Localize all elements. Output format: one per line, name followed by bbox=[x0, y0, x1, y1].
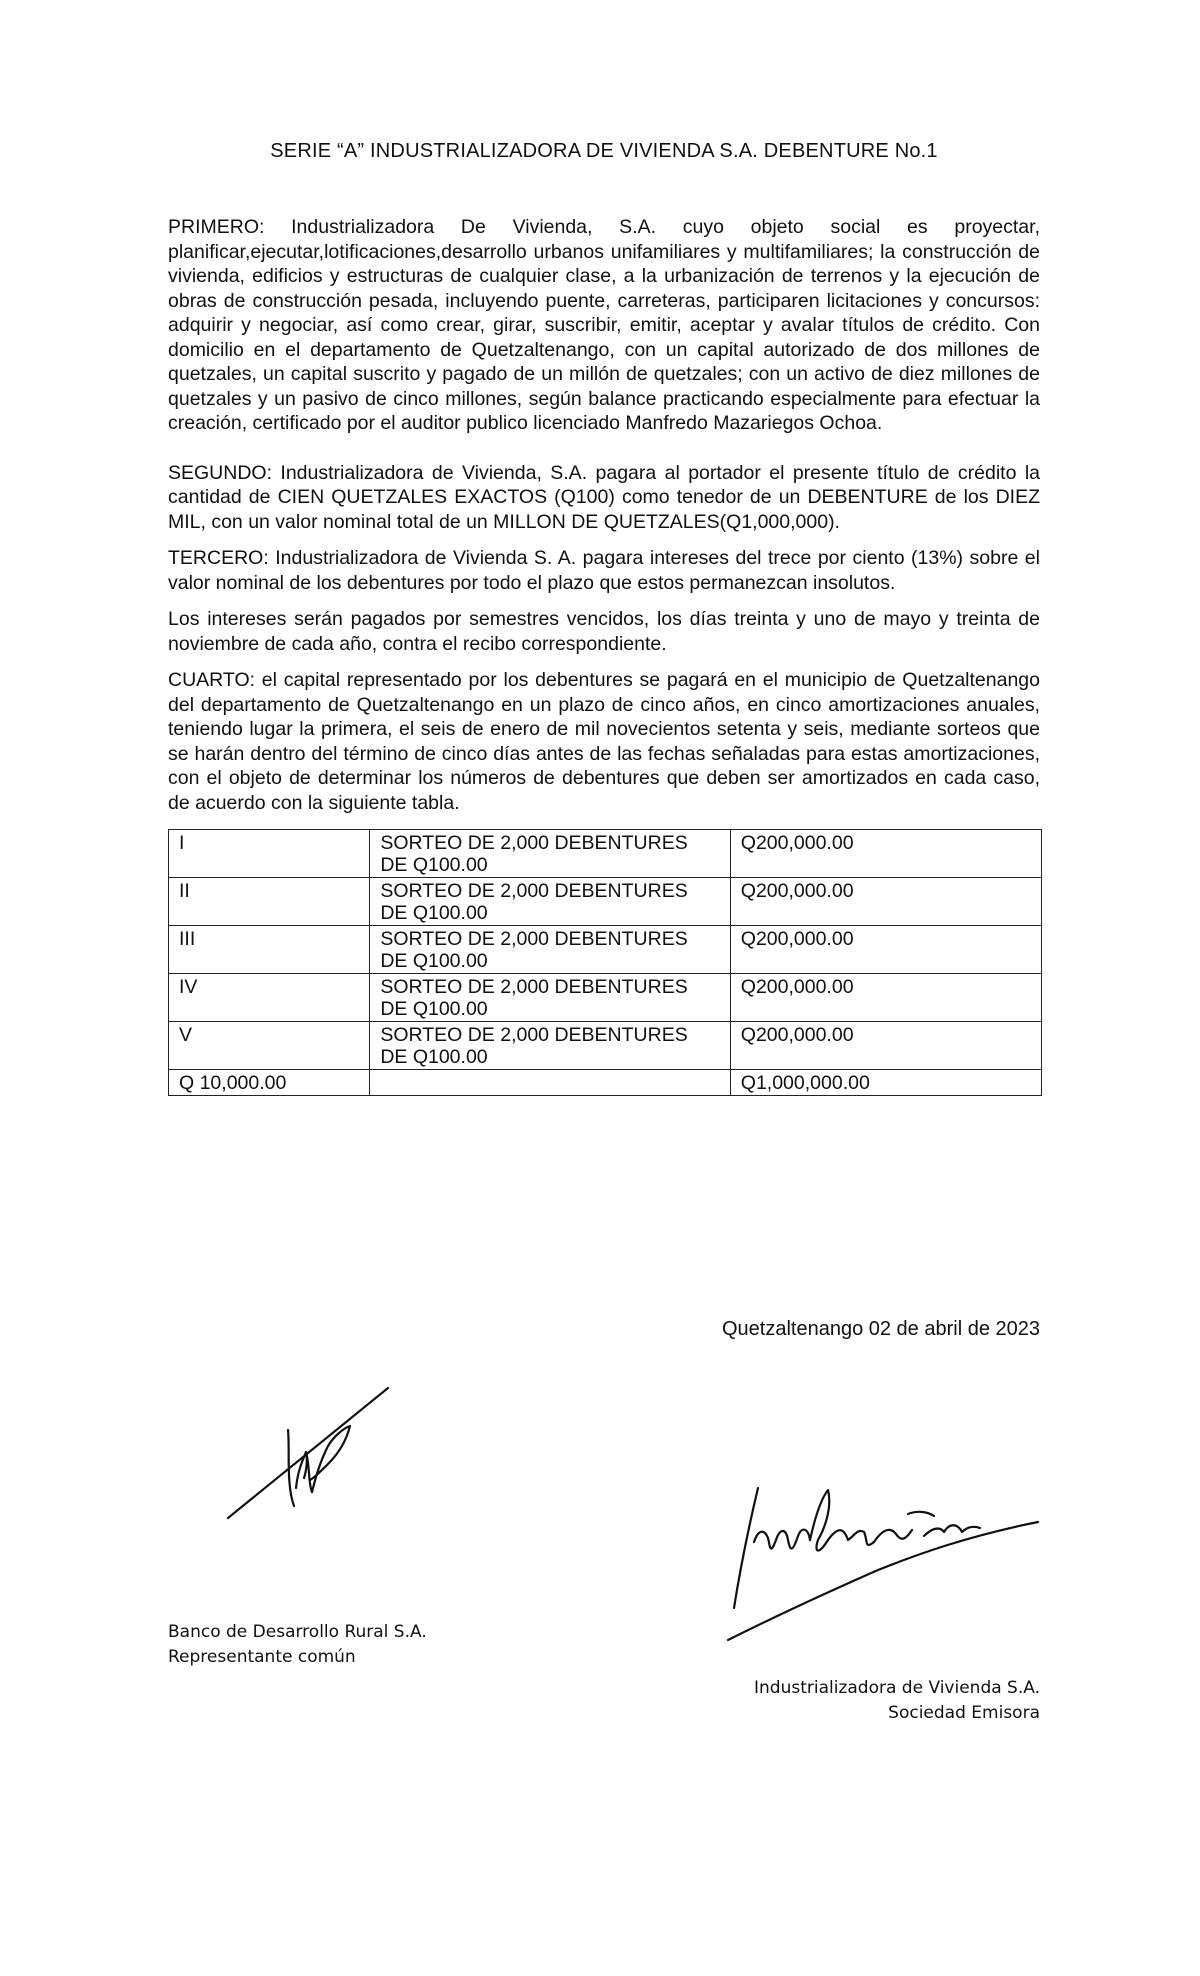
signer-right-caption bbox=[754, 1676, 1040, 1726]
row-number: IV bbox=[169, 974, 370, 1022]
table-total-row bbox=[169, 1070, 1042, 1096]
clause-tercero: TERCERO: Industrializadora de Vivienda S. A. pagara intereses del trece por ciento (13%) sobre el valor nominal de los debentures por todo el plazo que estos permanezcan insolutos. bbox=[168, 547, 1040, 594]
signature-left bbox=[210, 1380, 410, 1580]
document-page bbox=[168, 140, 1040, 1096]
document-title: SERIE “A” INDUSTRIALIZADORA DE VIVIENDA S.A. DEBENTURE No.1 bbox=[270, 140, 938, 162]
amortization-table bbox=[168, 829, 1042, 1096]
total-description bbox=[370, 1070, 730, 1096]
row-amount: Q200,000.00 bbox=[730, 830, 1041, 878]
signer-left-caption bbox=[168, 1620, 427, 1670]
signer-right-name: Industrializadora de Vivienda S.A. bbox=[754, 1678, 1040, 1698]
row-description: SORTEO DE 2,000 DEBENTURES DE Q100.00 bbox=[370, 830, 730, 878]
row-description: SORTEO DE 2,000 DEBENTURES DE Q100.00 bbox=[370, 974, 730, 1022]
row-number: I bbox=[169, 830, 370, 878]
table-row bbox=[169, 878, 1042, 926]
clause-primero: PRIMERO: Industrializadora De Vivienda, S.A. cuyo objeto social es proyectar, planificar,ejecutar,lotificaciones,desarrollo urbanos unifamiliares y multifamiliares; la construcción de vivienda, edificios y estructuras de cualquier clase, a la urbanización de terrenos y la ejecución de obras de construcción pesada, incluyendo puente, carreteras, participaren licitaciones y concursos: adquirir y negociar, así como crear, girar, suscribir, emitir, aceptar y avalar títulos de crédito. Con domicilio en el departamento de Quetzaltenango, con un capital autorizado de dos millones de quetzales, un capital suscrito y pagado de un millón de quetzales; con un activo de diez millones de quetzales y un pasivo de cinco millones, según balance practicando especialmente para efectuar la creación, certificado por el auditor publico licenciado Manfredo Mazariegos Ochoa. bbox=[168, 216, 1040, 434]
row-amount: Q200,000.00 bbox=[730, 878, 1041, 926]
row-amount: Q200,000.00 bbox=[730, 974, 1041, 1022]
table-row bbox=[169, 1022, 1042, 1070]
clause-intereses: Los intereses serán pagados por semestres vencidos, los días treinta y uno de mayo y treinta de noviembre de cada año, contra el recibo correspondiente. bbox=[168, 608, 1040, 655]
row-description: SORTEO DE 2,000 DEBENTURES DE Q100.00 bbox=[370, 878, 730, 926]
row-amount: Q200,000.00 bbox=[730, 1022, 1041, 1070]
table-row bbox=[169, 974, 1042, 1022]
total-count: Q 10,000.00 bbox=[169, 1070, 370, 1096]
row-number: II bbox=[169, 878, 370, 926]
table-row bbox=[169, 926, 1042, 974]
signer-left-role: Representante común bbox=[168, 1647, 356, 1667]
row-description: SORTEO DE 2,000 DEBENTURES DE Q100.00 bbox=[370, 926, 730, 974]
row-number: III bbox=[169, 926, 370, 974]
signature-right bbox=[718, 1470, 1068, 1670]
total-amount: Q1,000,000.00 bbox=[730, 1070, 1041, 1096]
clause-segundo: SEGUNDO: Industrializadora de Vivienda, S.A. pagara al portador el presente título de crédito la cantidad de CIEN QUETZALES EXACTOS (Q100) como tenedor de un DEBENTURE de los DIEZ MIL, con un valor nominal total de un MILLON DE QUETZALES(Q1,000,000). bbox=[168, 461, 1040, 533]
row-number: V bbox=[169, 1022, 370, 1070]
row-amount: Q200,000.00 bbox=[730, 926, 1041, 974]
row-description: SORTEO DE 2,000 DEBENTURES DE Q100.00 bbox=[370, 1022, 730, 1070]
place-date: Quetzaltenango 02 de abril de 2023 bbox=[721, 1318, 1040, 1340]
table-row bbox=[169, 830, 1042, 878]
signer-left-name: Banco de Desarrollo Rural S.A. bbox=[168, 1622, 427, 1642]
clause-cuarto: CUARTO: el capital representado por los debentures se pagará en el municipio de Quetzaltenango del departamento de Quetzaltenango en un plazo de cinco años, en cinco amortizaciones anuales, teniendo lugar la primera, el seis de enero de mil novecientos setenta y seis, mediante sorteos que se harán dentro del término de cinco días antes de las fechas señaladas para estas amortizaciones, con el objeto de determinar los números de debentures que deben ser amortizados en cada caso, de acuerdo con la siguiente tabla. bbox=[168, 669, 1040, 814]
signer-right-role: Sociedad Emisora bbox=[888, 1703, 1040, 1723]
